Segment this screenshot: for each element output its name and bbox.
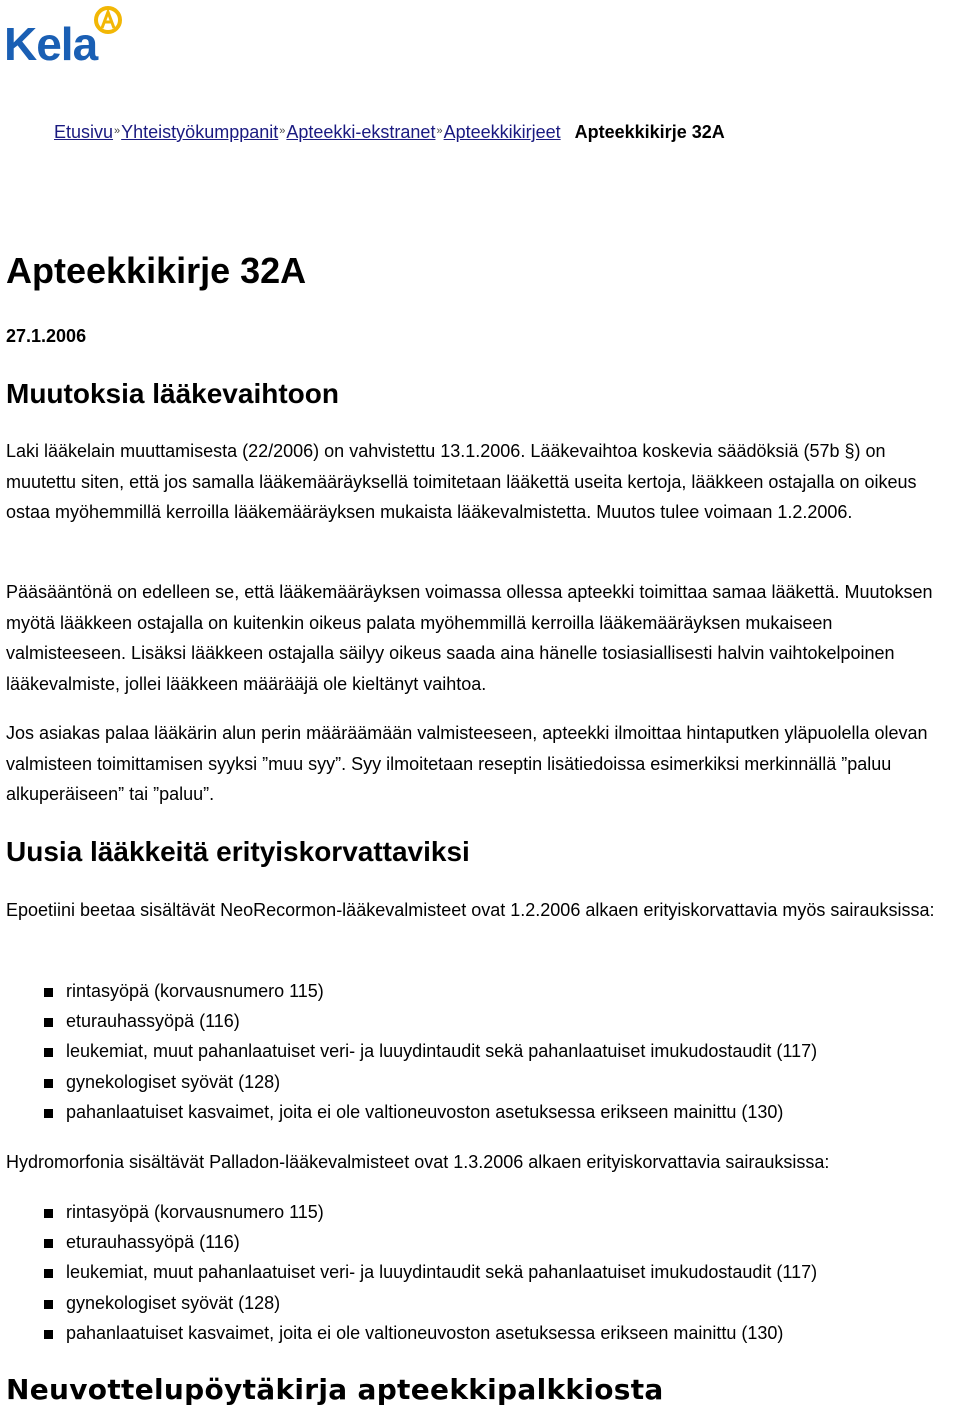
paragraph-neorecormon-intro: Epoetiini beetaa sisältävät NeoRecormon-lääkevalmisteet ovat 1.2.2006 alkaen erityiskorvattavia myös sairauksissa:	[6, 900, 935, 920]
kela-emblem-letter	[102, 12, 114, 28]
breadcrumb-link-pharmacy-extranet[interactable]: Apteekki-ekstranet	[286, 122, 436, 142]
bullet-square-icon	[44, 1300, 53, 1309]
breadcrumb-separator-icon: »	[436, 125, 443, 137]
list-item: pahanlaatuiset kasvaimet, joita ei ole valtioneuvoston asetuksessa erikseen mainittu (130)	[6, 1097, 817, 1127]
paragraph-law-change: Laki lääkelain muuttamisesta (22/2006) on vahvistettu 13.1.2006. Lääkevaihtoa koskevia säädöksiä (57b §) on muutettu siten, että jos samalla lääkemääräyksellä toimitetaan lääkettä useita kertoja, lääkkeen ostajalla on oikeus ostaa myöhemmillä kerroilla lääkemääräyksen mukaista lääkevalmistetta. Muutos tulee voimaan 1.2.2006.	[6, 441, 917, 522]
list-item: rintasyöpä (korvausnumero 115)	[6, 976, 817, 1006]
paragraph-palladon-intro: Hydromorfonia sisältävät Palladon-lääkevalmisteet ovat 1.3.2006 alkaen erityiskorvattavia sairauksissa:	[6, 1152, 830, 1172]
publish-date: 27.1.2006	[6, 326, 87, 346]
bullet-square-icon	[44, 1018, 53, 1027]
page-title: Apteekkikirje 32A	[6, 250, 307, 291]
palladon-disease-list	[6, 1197, 817, 1348]
bullet-square-icon	[44, 1330, 53, 1339]
section-heading-drug-substitution: Muutoksia lääkevaihtoon	[6, 378, 339, 409]
list-item: eturauhassyöpä (116)	[6, 1006, 817, 1036]
bullet-square-icon	[44, 988, 53, 997]
list-item: eturauhassyöpä (116)	[6, 1227, 817, 1257]
paragraph-return-to-original: Jos asiakas palaa lääkärin alun perin määräämään valmisteeseen, apteekki ilmoittaa hintaputken yläpuolella olevan valmisteen toimittamisen syyksi ”muu syy”. Syy ilmoitetaan reseptin lisätiedoissa esimerkiksi merkinnällä ”paluu alkuperäiseen” tai ”paluu”.	[6, 723, 928, 804]
list-item: pahanlaatuiset kasvaimet, joita ei ole valtioneuvoston asetuksessa erikseen mainittu (130)	[6, 1318, 817, 1348]
breadcrumb	[54, 122, 725, 143]
bullet-square-icon	[44, 1209, 53, 1218]
kela-logo-graphic	[4, 4, 124, 66]
neorecormon-disease-list	[6, 976, 817, 1127]
list-item: gynekologiset syövät (128)	[6, 1067, 817, 1097]
kela-logo[interactable]	[4, 4, 124, 66]
bullet-square-icon	[44, 1079, 53, 1088]
breadcrumb-current: Apteekkikirje 32A	[574, 122, 725, 142]
bullet-square-icon	[44, 1109, 53, 1118]
list-item: leukemiat, muut pahanlaatuiset veri- ja luuydintaudit sekä pahanlaatuiset imukudostaudit (117)	[6, 1036, 817, 1066]
list-item: gynekologiset syövät (128)	[6, 1288, 817, 1318]
list-item: rintasyöpä (korvausnumero 115)	[6, 1197, 817, 1227]
section-heading-new-special-reimbursement: Uusia lääkkeitä erityiskorvattaviksi	[6, 836, 470, 867]
breadcrumb-link-partners[interactable]: Yhteistyökumppanit	[121, 122, 279, 142]
kela-wordmark: Kela	[4, 18, 98, 66]
breadcrumb-separator-icon: »	[279, 125, 286, 137]
breadcrumb-link-home[interactable]: Etusivu	[54, 122, 114, 142]
bullet-square-icon	[44, 1239, 53, 1248]
breadcrumb-link-pharmacy-letters[interactable]: Apteekkikirjeet	[443, 122, 561, 142]
paragraph-main-rule: Pääsääntönä on edelleen se, että lääkemääräyksen voimassa ollessa apteekki toimittaa samaa lääkettä. Muutoksen myötä lääkkeen ostajalla on kuitenkin oikeus palata myöhemmillä kerroilla lääkemääräyksen mukaiseen valmisteeseen. Lisäksi lääkkeen ostajalla säilyy oikeus saada aina hänelle tosiasiallisesti halvin vaihtokelpoinen lääkevalmiste, jollei lääkkeen määrääjä ole kieltänyt vaihtoa.	[6, 582, 933, 694]
bullet-square-icon	[44, 1048, 53, 1057]
breadcrumb-separator-icon: »	[114, 125, 121, 137]
list-item: leukemiat, muut pahanlaatuiset veri- ja luuydintaudit sekä pahanlaatuiset imukudostaudit (117)	[6, 1257, 817, 1287]
section-heading-negotiation-minutes: Neuvottelupöytäkirja apteekkipalkkiosta	[6, 1373, 664, 1406]
bullet-square-icon	[44, 1269, 53, 1278]
